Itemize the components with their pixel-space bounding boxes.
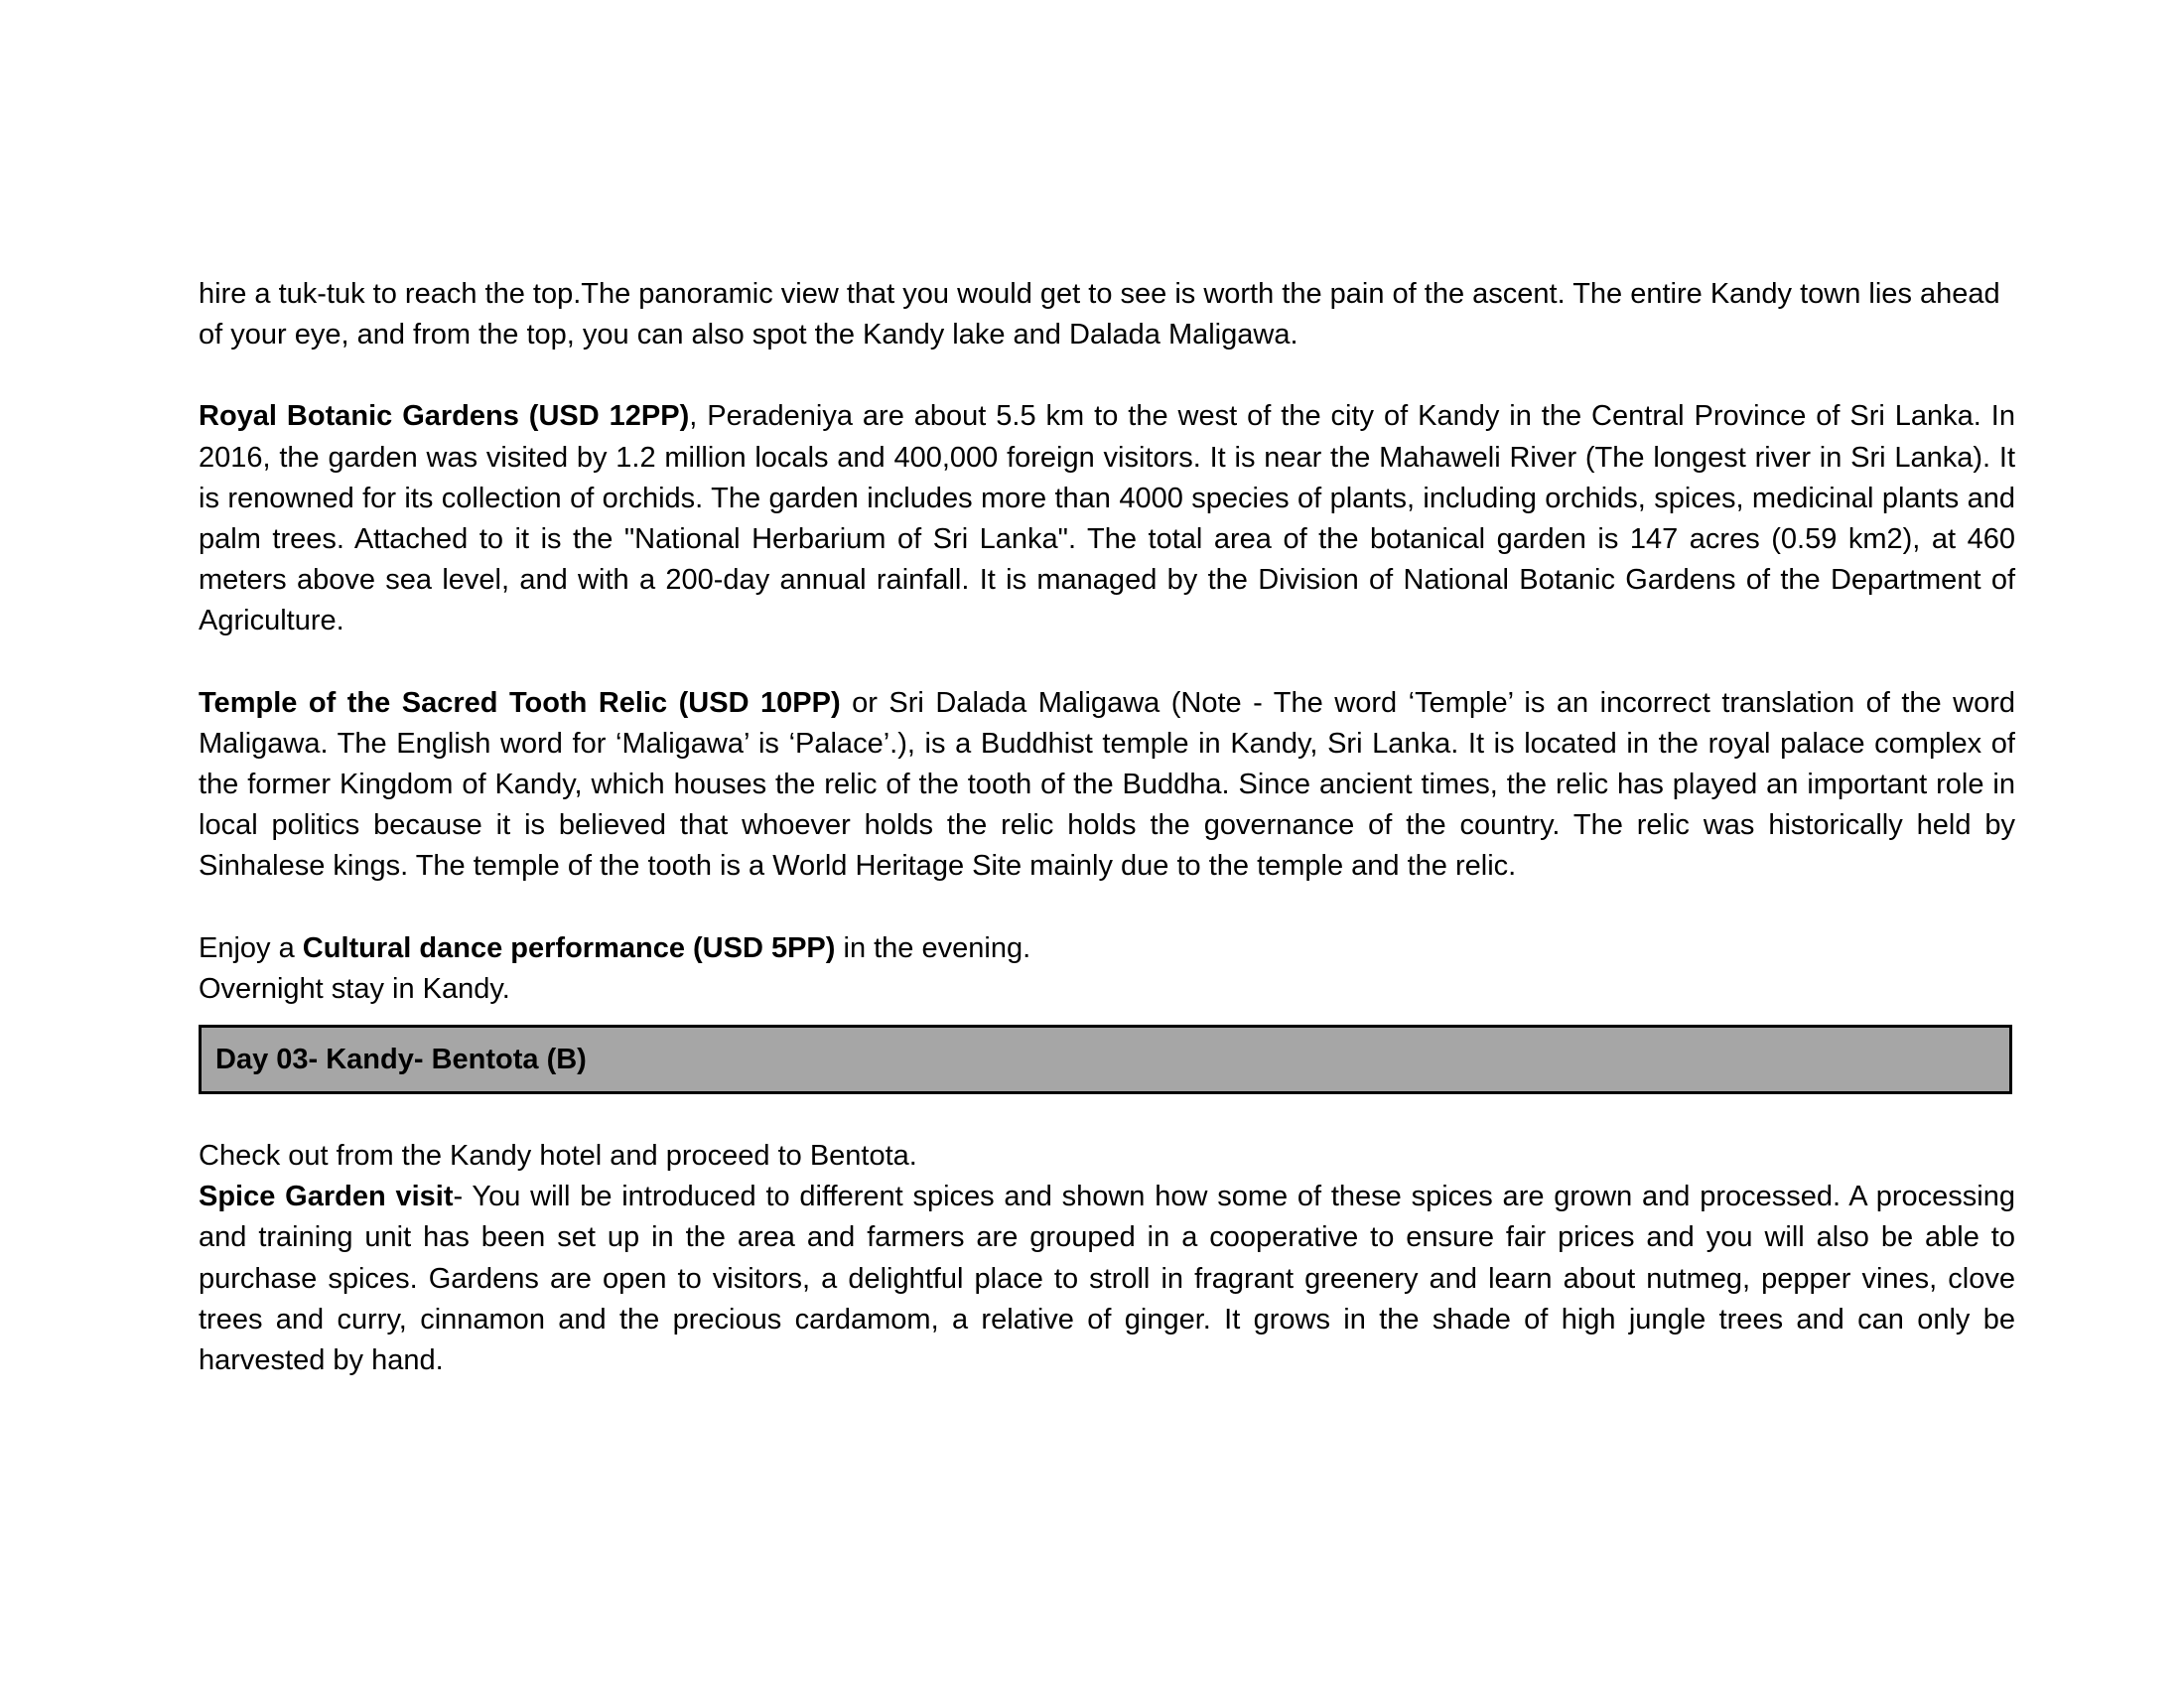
dance-prefix: Enjoy a	[199, 931, 303, 964]
dance-title: Cultural dance performance (USD 5PP)	[302, 931, 836, 964]
day-03-header-text: Day 03- Kandy- Bentota (B)	[215, 1043, 587, 1075]
paragraph-spacer	[199, 1094, 2015, 1136]
paragraph-spacer	[199, 888, 2015, 928]
dance-paragraph	[199, 928, 2015, 969]
botanic-gardens-title: Royal Botanic Gardens (USD 12PP)	[199, 400, 690, 433]
intro-paragraph	[199, 274, 2015, 355]
checkout-paragraph	[199, 1136, 2015, 1177]
itinerary-page	[199, 274, 2015, 1381]
paragraph-spacer	[199, 642, 2015, 683]
spice-garden-title: Spice Garden visit	[199, 1181, 454, 1213]
day-03-header	[199, 1025, 2012, 1094]
overnight-text: Overnight stay in Kandy.	[199, 972, 510, 1005]
intro-text: hire a tuk-tuk to reach the top.The panoramic view that you would get to see is worth the pain of the ascent. The entire Kandy town lies ahead of your eye, and from the top, you can also spot the Kandy lake and Dalada Maligawa.	[199, 278, 2000, 352]
spice-garden-text: - You will be introduced to different spices and shown how some of these spices are grown and processed. A processing and training unit has been set up in the area and farmers are grouped in a cooperative to ensure fair prices and you will also be able to purchase spices. Gardens are open to visitors, a delightful place to stroll in fragrant greenery and learn about nutmeg, pepper vines, clove trees and curry, cinnamon and the precious cardamom, a relative of ginger. It grows in the shade of high jungle trees and can only be harvested by hand.	[199, 1181, 2015, 1377]
temple-text: or Sri Dalada Maligawa (Note - The word ‘Temple’ is an incorrect translation of the word Maligawa. The English word for ‘Maligawa’ is ‘Palace’.), is a Buddhist temple in Kandy, Sri Lanka. It is located in the royal palace complex of the former Kingdom of Kandy, which houses the relic of the tooth of the Buddha. Since ancient times, the relic has played an important role in local politics because it is believed that whoever holds the relic holds the governance of the country. The relic was historically held by Sinhalese kings. The temple of the tooth is a World Heritage Site mainly due to the temple and the relic.	[199, 686, 2015, 883]
botanic-gardens-text: , Peradeniya are about 5.5 km to the west of the city of Kandy in the Central Province of Sri Lanka. In 2016, the garden was visited by 1.2 million locals and 400,000 foreign visitors. It is near the Mahaweli River (The longest river in Sri Lanka). It is renowned for its collection of orchids. The garden includes more than 4000 species of plants, including orchids, spices, medicinal plants and palm trees. Attached to it is the "National Herbarium of Sri Lanka". The total area of the botanical garden is 147 acres (0.59 km2), at 460 meters above sea level, and with a 200-day annual rainfall. It is managed by the Division of National Botanic Gardens of the Department of Agriculture.	[199, 400, 2015, 637]
dance-suffix: in the evening.	[835, 931, 1031, 964]
checkout-text: Check out from the Kandy hotel and proceed to Bentota.	[199, 1140, 917, 1173]
temple-paragraph	[199, 683, 2015, 888]
botanic-gardens-paragraph	[199, 396, 2015, 641]
overnight-paragraph	[199, 969, 2015, 1010]
temple-title: Temple of the Sacred Tooth Relic (USD 10PP)	[199, 686, 841, 719]
spice-garden-paragraph	[199, 1177, 2015, 1381]
paragraph-spacer	[199, 355, 2015, 396]
